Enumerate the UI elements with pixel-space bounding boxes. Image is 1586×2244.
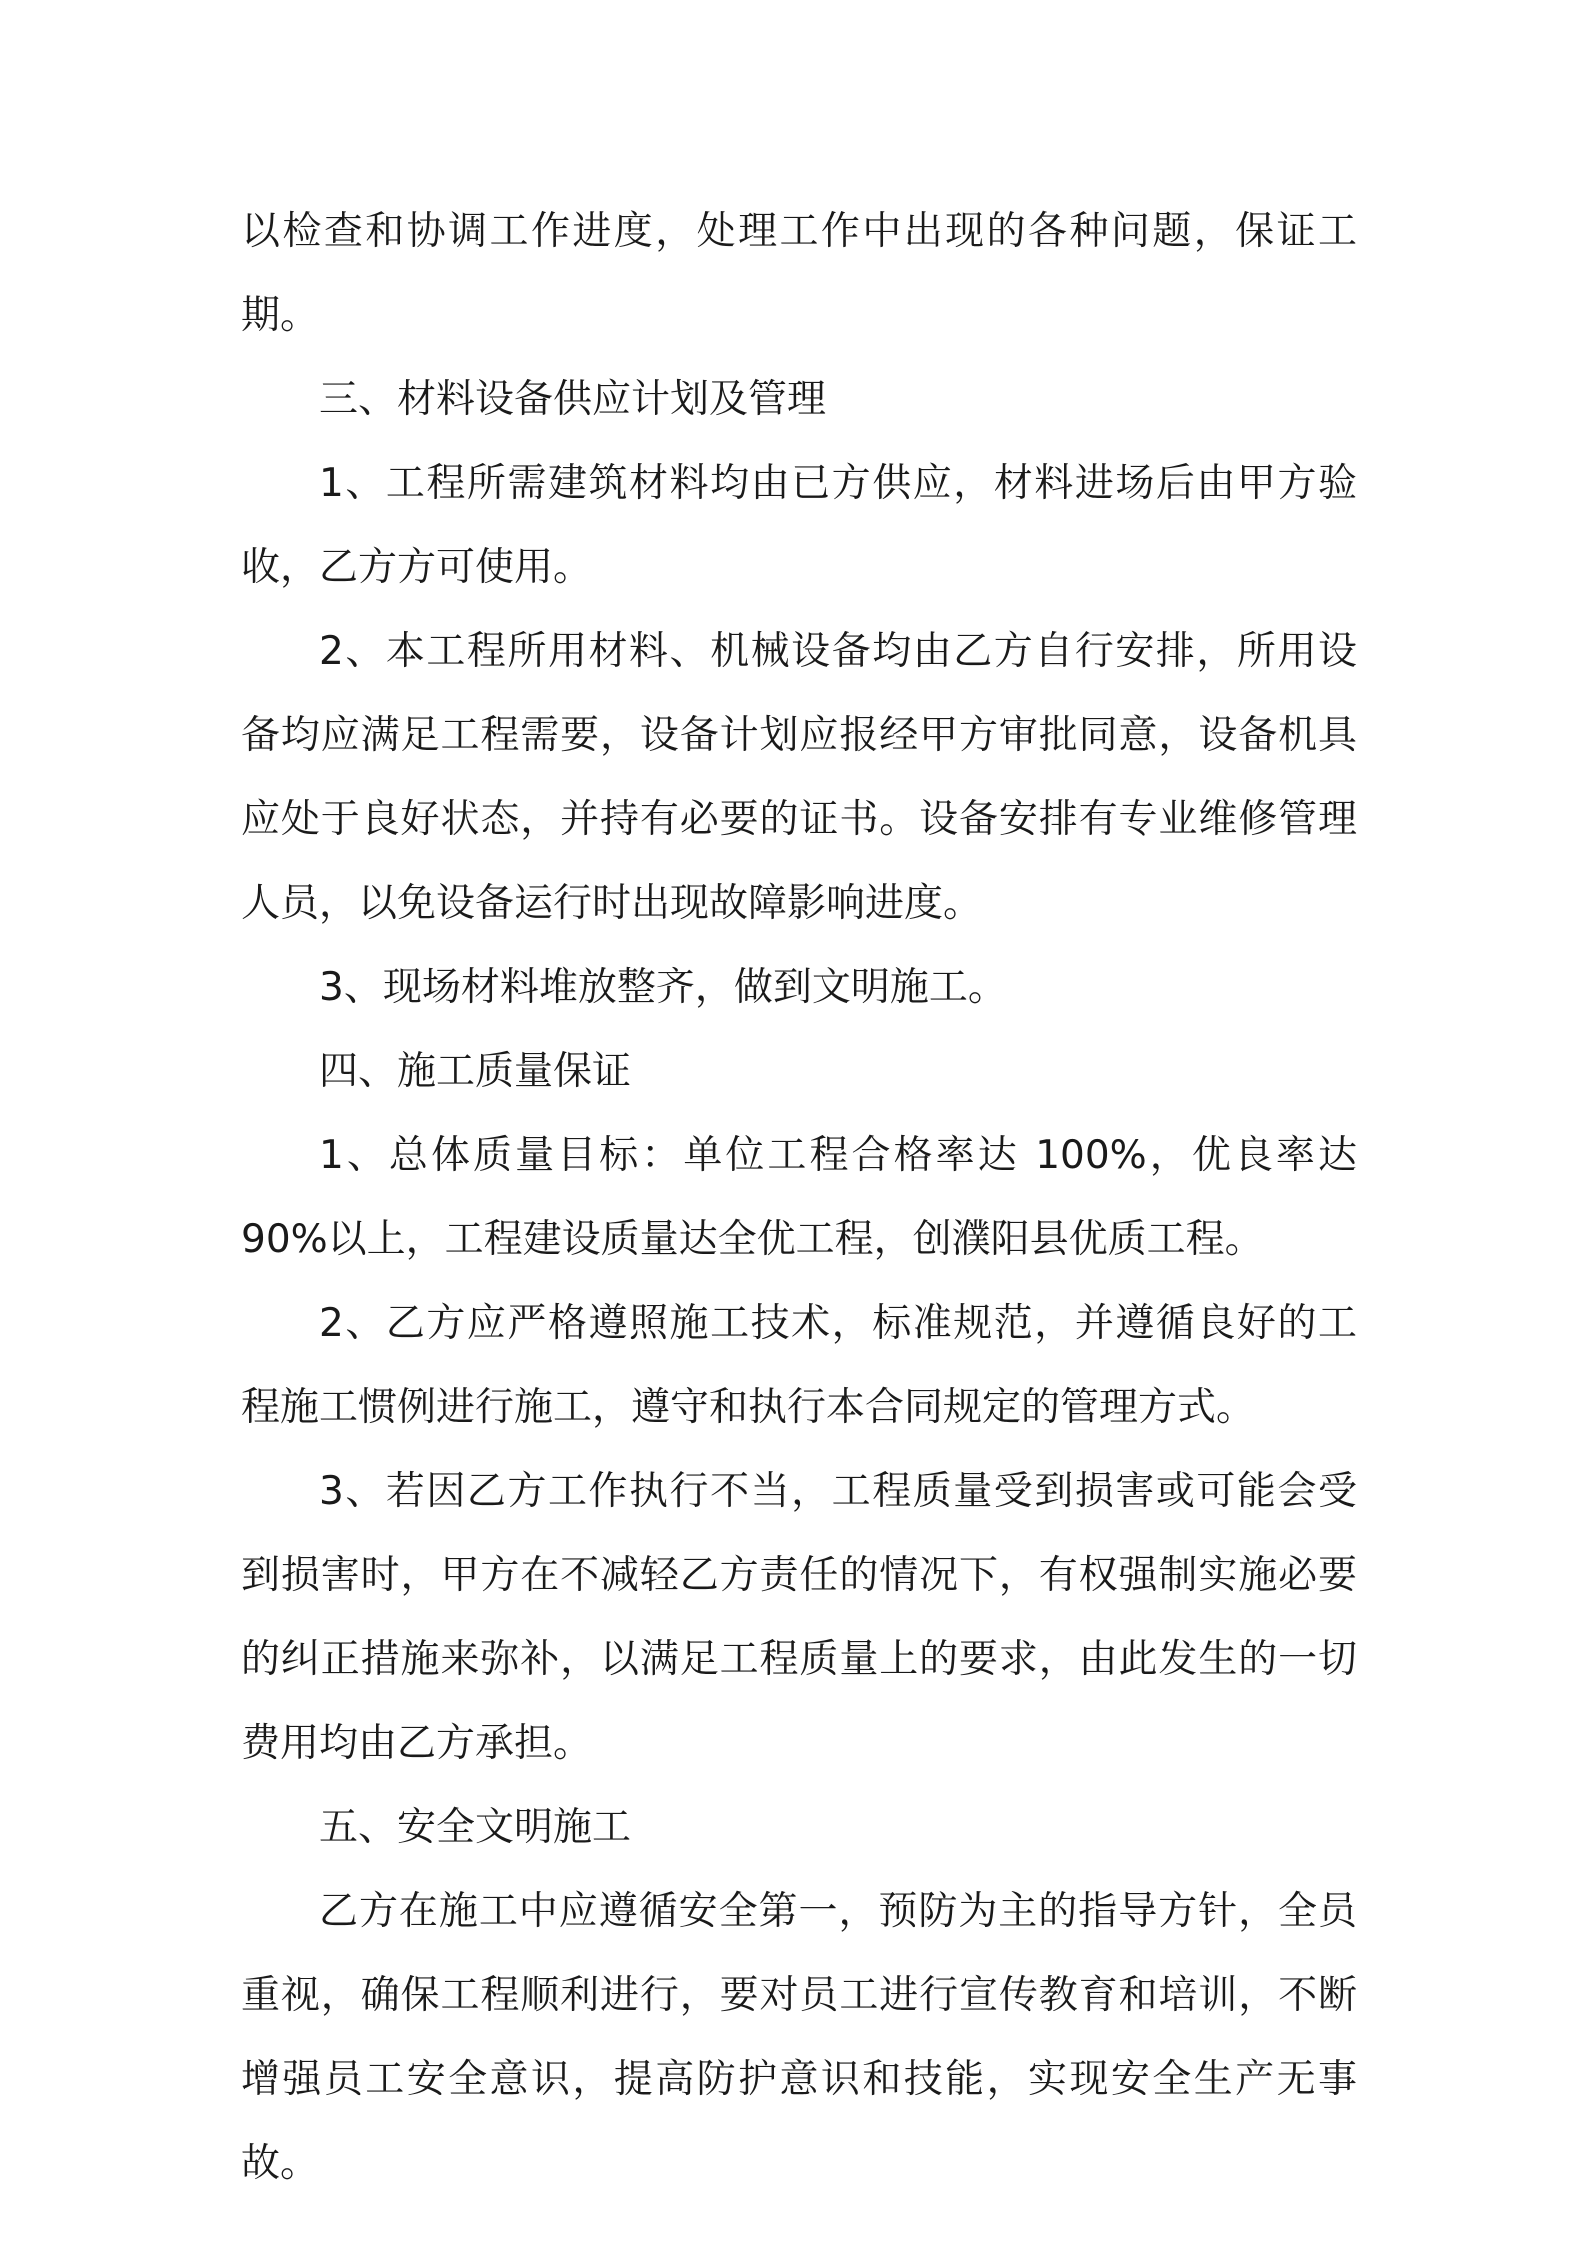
quality-item-2: 2、乙方应严格遵照施工技术，标准规范，并遵循良好的工程施工惯例进行施工，遵守和执行本合同规定的管理方式。 xyxy=(241,1301,1357,1430)
section-heading-safety: 五、安全文明施工 xyxy=(319,1805,632,1850)
section-heading-materials: 三、材料设备供应计划及管理 xyxy=(319,377,827,422)
quality-item-3: 3、若因乙方工作执行不当，工程质量受到损害或可能会受到损害时，甲方在不减轻乙方责任的情况下，有权强制实施必要的纠正措施来弥补，以满足工程质量上的要求，由此发生的一切费用均由乙方承担。 xyxy=(241,1469,1357,1766)
document-body xyxy=(241,190,1357,2206)
materials-item-2: 2、本工程所用材料、机械设备均由乙方自行安排，所用设备均应满足工程需要，设备计划应报经甲方审批同意，设备机具应处于良好状态，并持有必要的证书。设备安排有专业维修管理人员，以免设备运行时出现故障影响进度。 xyxy=(241,629,1357,926)
materials-item-1: 1、工程所需建筑材料均由已方供应，材料进场后由甲方验收，乙方方可使用。 xyxy=(241,461,1357,590)
safety-paragraph: 乙方在施工中应遵循安全第一，预防为主的指导方针，全员重视，确保工程顺利进行，要对员工进行宣传教育和培训，不断增强员工安全意识，提高防护意识和技能，实现安全生产无事故。 xyxy=(241,1889,1357,2186)
paragraph-continuation: 以检查和协调工作进度，处理工作中出现的各种问题，保证工期。 xyxy=(241,209,1357,338)
section-heading-quality: 四、施工质量保证 xyxy=(319,1049,632,1094)
materials-item-3: 3、现场材料堆放整齐，做到文明施工。 xyxy=(319,965,1007,1010)
quality-item-1: 1、总体质量目标：单位工程合格率达 100%，优良率达 90%以上，工程建设质量达全优工程，创濮阳县优质工程。 xyxy=(241,1133,1357,1262)
